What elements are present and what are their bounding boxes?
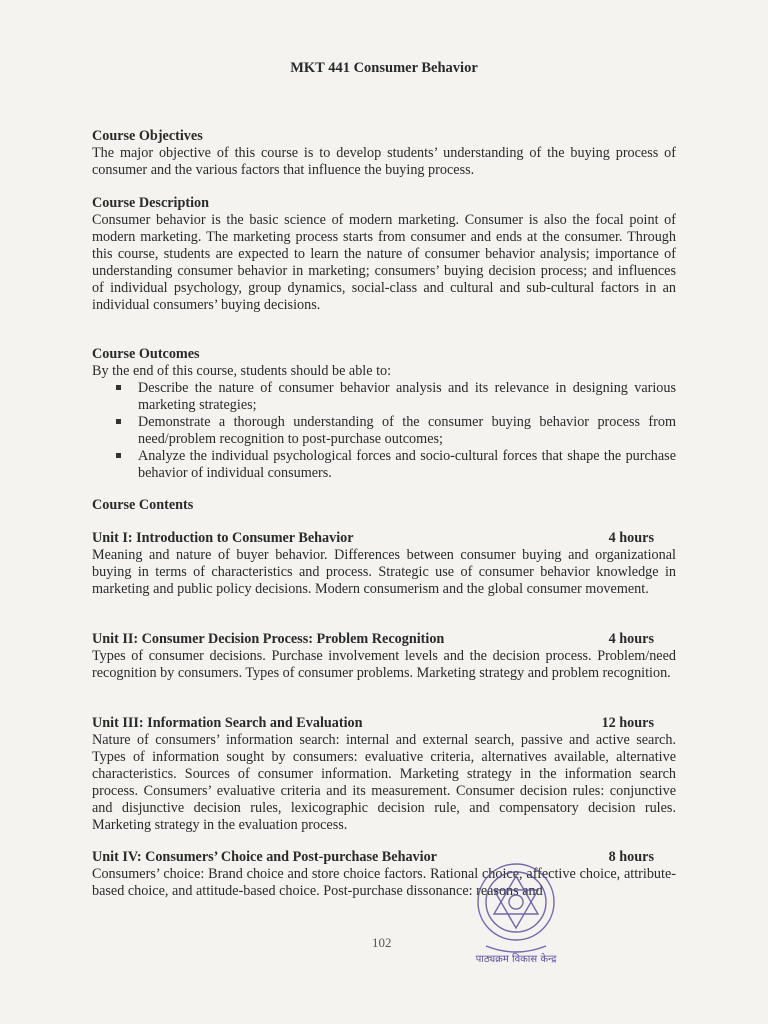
unit-hours: 4 hours xyxy=(608,631,654,647)
description-text: Consumer behavior is the basic science of modern marketing. Consumer is also the focal point of modern marketing. The marketing process starts from consumer and ends at the consumer. Through this course, students are expected to learn the nature of consumer behavior analysis; importance of understanding consumer behavior in marketing; consumers’ buying decision process; and influences of individual psychology, group dynamics, social-class and cultural and sub-cultural factors in an individual consumers’ buying decisions. xyxy=(92,212,676,313)
unit-section xyxy=(92,715,676,834)
university-seal-icon xyxy=(468,858,564,968)
unit-text: Types of consumer decisions. Purchase involvement levels and the decision process. Problem/need recognition by consumers. Types of consumer problems. Marketing strategy and problem recognition. xyxy=(92,648,676,681)
outcomes-heading: Course Outcomes xyxy=(92,346,200,362)
outcomes-list xyxy=(92,380,676,482)
course-title: MKT 441 Consumer Behavior xyxy=(290,60,478,76)
objectives-heading: Course Objectives xyxy=(92,128,203,144)
unit-header xyxy=(92,631,676,648)
contents-section xyxy=(92,497,676,514)
unit-section xyxy=(92,530,676,598)
outcomes-section xyxy=(92,346,676,482)
page-number: 102 xyxy=(372,935,392,950)
outcomes-intro: By the end of this course, students should be able to: xyxy=(92,363,392,379)
unit-title: Unit I: Introduction to Consumer Behavior xyxy=(92,530,354,546)
outcome-item: Describe the nature of consumer behavior analysis and its relevance in designing various marketing strategies; xyxy=(138,380,676,413)
unit-header xyxy=(92,530,676,547)
unit-text: Meaning and nature of buyer behavior. Differences between consumer buying and organizational buying in terms of characteristics and process. Strategic use of consumer behavior knowledge in marketing and public policy decisions. Modern consumerism and the global consumer movement. xyxy=(92,547,676,597)
unit-hours: 8 hours xyxy=(608,849,654,865)
outcome-item: Demonstrate a thorough understanding of the consumer buying behavior process from need/problem recognition to post-purchase outcomes; xyxy=(138,414,676,447)
unit-title: Unit II: Consumer Decision Process: Problem Recognition xyxy=(92,631,445,647)
description-heading: Course Description xyxy=(92,195,210,211)
description-section xyxy=(92,195,676,314)
unit-header xyxy=(92,715,676,732)
unit-text: Consumers’ choice: Brand choice and store choice factors. Rational choice, affective choice, attribute-based choice, and attitude-based choice. Post-purchase dissonance: reasons and xyxy=(92,866,676,899)
unit-title: Unit IV: Consumers’ Choice and Post-purchase Behavior xyxy=(92,849,437,865)
unit-hours: 4 hours xyxy=(608,530,654,546)
outcome-item: Analyze the individual psychological forces and socio-cultural forces that shape the purchase behavior of individual consumers. xyxy=(138,448,676,481)
unit-text: Nature of consumers’ information search: internal and external search, passive and active search. Types of information sought by consumers: evaluative criteria, alternatives available, alternative characteristics. Sources of consumer information. Marketing strategy in the information search process. Consumers’ evaluative criteria and its measurement. Consumer decision rules: conjunctive and disjunctive decision rules, lexicographic decision rule, and compensatory decision rules. Marketing strategy in the evaluation process. xyxy=(92,732,676,833)
contents-heading: Course Contents xyxy=(92,497,194,513)
unit-header xyxy=(92,849,676,866)
unit-section xyxy=(92,631,676,682)
objectives-section xyxy=(92,128,676,179)
unit-section xyxy=(92,849,676,900)
objectives-text: The major objective of this course is to develop students’ understanding of the buying process of consumer and the various factors that influence the buying process. xyxy=(92,145,676,178)
unit-title: Unit III: Information Search and Evaluation xyxy=(92,715,363,731)
unit-hours: 12 hours xyxy=(601,715,654,731)
seal-caption: पाठ्यक्रम विकास केन्द्र xyxy=(475,954,557,965)
